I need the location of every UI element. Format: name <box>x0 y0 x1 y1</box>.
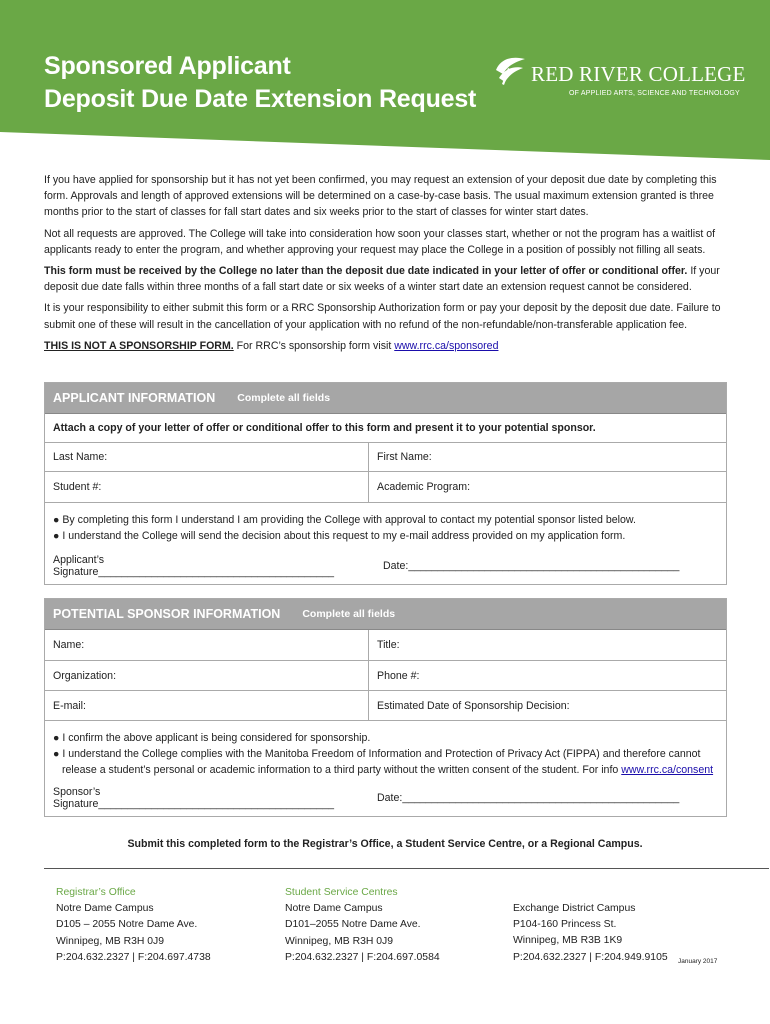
applicant-bullet-1: ● By completing this form I understand I am providing the College with approval to contact my potential sponsor listed below. <box>53 514 636 526</box>
intro-p3-bold: This form must be received by the College no later than the deposit due date indicated in your letter of offer or conditional offer. <box>44 265 688 278</box>
consent-link[interactable]: www.rrc.ca/consent <box>621 764 714 776</box>
header-banner <box>0 0 770 165</box>
student-service-label: Student Service Centres <box>285 887 398 898</box>
sponsor-bullet-3 <box>53 762 718 778</box>
revision-date: January 2017 <box>678 958 718 965</box>
intro-text <box>44 172 729 359</box>
service-campus: Notre Dame Campus <box>285 903 383 915</box>
applicant-row-student <box>45 472 726 503</box>
applicant-bullet-2: ● I understand the College will send the decision about this request to my e-mail address provided on my application form. <box>53 530 626 542</box>
leaf-logo-icon <box>493 56 527 86</box>
registrar-phone: P:204.632.2327 | F:204.697.4738 <box>56 951 211 963</box>
sponsor-bullet-3-text: release a student’s personal or academic information to a third party without the written consent of the student. For info <box>62 764 622 776</box>
service-city: Winnipeg, MB R3H 0J9 <box>285 935 393 947</box>
student-service-contact <box>285 885 440 966</box>
intro-p5 <box>44 338 729 354</box>
sponsor-row-org <box>45 661 726 691</box>
registrar-office-label: Registrar’s Office <box>56 887 136 898</box>
sponsor-name-field[interactable] <box>45 630 369 660</box>
registrar-address: D105 – 2055 Notre Dame Ave. <box>56 919 198 931</box>
phone-label: Phone #: <box>377 669 420 682</box>
title-line-2: Deposit Due Date Extension Request <box>44 85 477 113</box>
applicant-date-field[interactable]: Date:______________________________________________ <box>383 560 680 572</box>
applicant-heading: APPLICANT INFORMATION <box>53 391 216 405</box>
applicant-signature-field[interactable]: Applicant’s Signature________________________________________ <box>53 554 335 578</box>
form-title <box>44 50 476 116</box>
footer-divider <box>44 868 769 869</box>
applicant-row-name <box>45 443 726 472</box>
exchange-campus: Exchange District Campus <box>513 903 636 914</box>
intro-p4: It is your responsibility to either submit this form or a RRC Sponsorship Authorization form or pay your deposit by the deposit due date. Failure to submit one of these will result in the cancellation of your application with no refund of the non-refundable/non-transferable application fee. <box>44 302 721 331</box>
sponsor-date-field[interactable]: Date:_______________________________________________ <box>377 792 680 804</box>
exchange-address: P104-160 Princess St. <box>513 919 617 931</box>
sponsored-link[interactable]: www.rrc.ca/sponsored <box>394 339 499 352</box>
intro-p3-rest: If your deposit due date falls within three months of a fall start date or six weeks of a winter start date an extension request cannot be considered. <box>44 265 720 294</box>
student-number-field[interactable] <box>45 472 369 502</box>
first-name-label: First Name: <box>377 451 432 463</box>
sponsor-title-field[interactable] <box>369 630 726 660</box>
organization-field[interactable] <box>45 661 369 690</box>
service-address: D101–2055 Notre Dame Ave. <box>285 919 421 931</box>
intro-p1: If you have applied for sponsorship but it has not yet been confirmed, you may request an extension of your deposit due date by completing this form. Approvals and length of approved extensions will be determined on a case-by-case basis. The usual maximum extension granted is three months prior to the start of classes for fall start dates and six weeks prior to the start of classes for winter start dates. <box>44 174 717 219</box>
intro-p2: Not all requests are approved. The College will take into consideration how soon your classes start, whether or not the program has a waitlist of applicants ready to enter the program, and whether approving your request may place the College in a position of possibly not filling all seats. <box>44 227 716 256</box>
sponsor-bullet-1: ● I confirm the above applicant is being considered for sponsorship. <box>53 732 371 744</box>
academic-program-label: Academic Program: <box>377 481 471 493</box>
sponsor-heading: POTENTIAL SPONSOR INFORMATION <box>53 607 281 621</box>
student-number-label: Student #: <box>53 481 102 493</box>
academic-program-field[interactable] <box>369 472 726 502</box>
applicant-consent <box>45 503 726 544</box>
exchange-district-contact <box>513 901 668 966</box>
email-field[interactable] <box>45 691 369 720</box>
email-label: E-mail: <box>53 699 86 712</box>
applicant-section <box>44 382 727 585</box>
service-phone: P:204.632.2327 | F:204.697.0584 <box>285 951 440 963</box>
exchange-phone: P:204.632.2327 | F:204.949.9105 <box>513 951 668 963</box>
sponsor-signature-field[interactable]: Sponsor’s Signature________________________________________ <box>53 786 335 810</box>
attach-letter-note: Attach a copy of your letter of offer or conditional offer to this form and present it to your potential sponsor. <box>45 414 726 443</box>
sponsor-section-header <box>45 599 726 630</box>
last-name-label: Last Name: <box>53 451 108 463</box>
sponsor-title-label: Title: <box>377 639 400 651</box>
intro-p5-rest: For RRC’s sponsorship form visit <box>233 339 395 352</box>
applicant-subheading: Complete all fields <box>237 392 331 404</box>
registrar-city: Winnipeg, MB R3H 0J9 <box>56 935 164 947</box>
phone-field[interactable] <box>369 661 726 690</box>
sponsor-name-label: Name: <box>53 639 85 651</box>
organization-label: Organization: <box>53 669 117 682</box>
applicant-section-header <box>45 383 726 414</box>
sponsor-bullet-2: ● I understand the College complies with the Manitoba Freedom of Information and Protection of Privacy Act (FIPPA) and therefore cannot <box>53 748 701 760</box>
logo-name: RED RIVER COLLEGE <box>531 62 746 86</box>
decision-date-field[interactable] <box>369 691 726 720</box>
registrar-campus: Notre Dame Campus <box>56 903 154 915</box>
exchange-city: Winnipeg, MB R3B 1K9 <box>513 935 623 947</box>
decision-date-label: Estimated Date of Sponsorship Decision: <box>377 699 570 712</box>
sponsor-consent <box>45 721 726 778</box>
sponsor-signature-row <box>45 778 726 816</box>
title-line-1: Sponsored Applicant <box>44 52 291 80</box>
sponsor-section <box>44 598 727 817</box>
submit-instructions: Submit this completed form to the Registrar’s Office, a Student Service Centre, or a Regional Campus. <box>127 838 643 850</box>
registrar-office-contact <box>56 885 211 966</box>
first-name-field[interactable] <box>369 443 726 471</box>
applicant-signature-row <box>45 544 726 584</box>
sponsor-subheading: Complete all fields <box>302 608 396 620</box>
logo-tagline: OF APPLIED ARTS, SCIENCE AND TECHNOLOGY <box>569 90 740 97</box>
intro-p3 <box>44 263 729 295</box>
not-sponsorship-notice: THIS IS NOT A SPONSORSHIP FORM. <box>44 339 234 352</box>
sponsor-row-name <box>45 630 726 661</box>
last-name-field[interactable] <box>45 443 369 471</box>
sponsor-row-email <box>45 691 726 721</box>
